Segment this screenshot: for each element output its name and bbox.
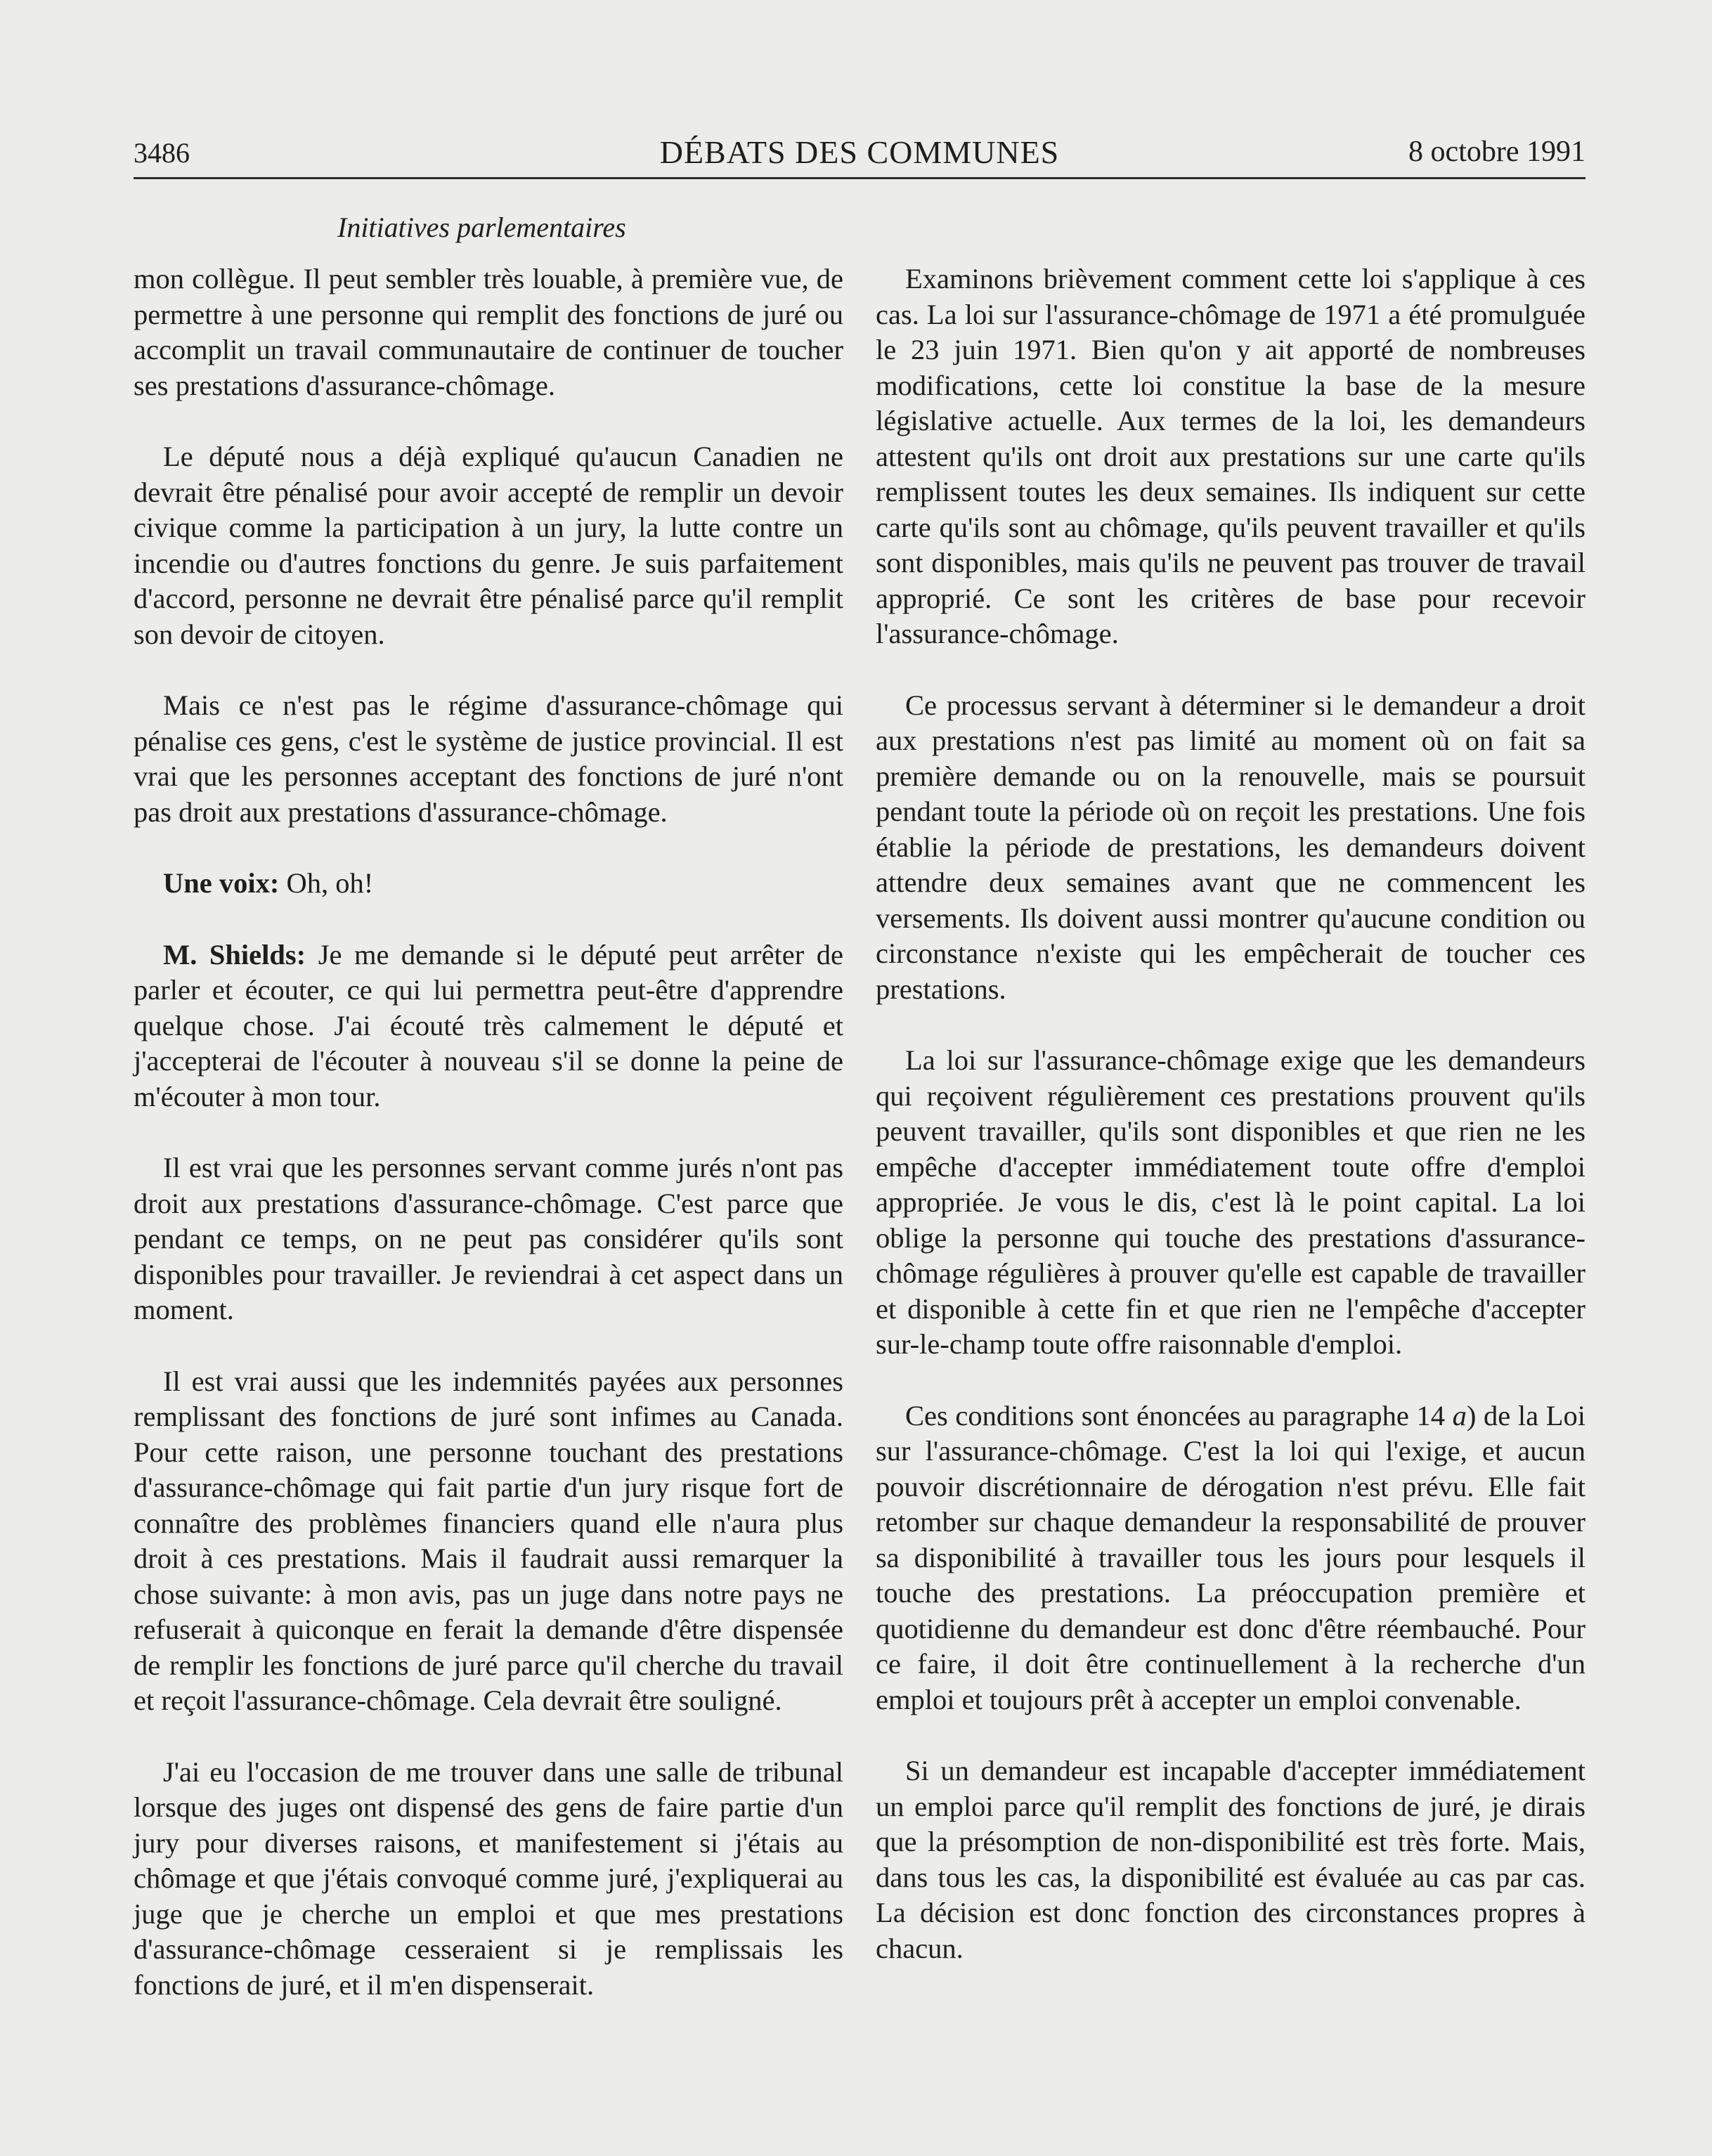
speaker-name: M. Shields: — [163, 938, 306, 970]
paragraph: Ce processus servant à déterminer si le demandeur a droit aux prestations n'est pas limité au moment où on fait sa première demande ou on la renouvelle, mais se poursuit pendant toute la période où on reçoit les prestations. Une fois établie la période de prestations, les demandeurs doivent attendre deux semaines avant que ne commencent les versements. Ils doivent aussi montrer qu'aucune condition ou circonstance n'existe qui les empêcherait de toucher ces prestations. — [876, 689, 1585, 1005]
left-column — [134, 261, 843, 2039]
speech-text: Je me demande si le député peut arrêter de parler et écouter, ce qui lui permettra peut-être d'apprendre quelque chose. J'ai écouté très calmement le député et j'accepterai de l'écouter à nouveau s'il se donne la peine de m'écouter à mon tour. — [134, 938, 843, 1112]
paragraph: J'ai eu l'occasion de me trouver dans une salle de tribunal lorsque des juges ont dispensé des gens de faire partie d'un jury pour diverses raisons, et manifestement si j'étais au chômage et que j'étais convoqué comme juré, j'expliquerai au juge que je cherche un emploi et que mes prestations d'assurance-chômage cesseraient si je remplissais les fonctions de juré, et il m'en dispenserait. — [134, 1755, 843, 2001]
right-column — [876, 261, 1585, 2002]
section-heading: Initiatives parlementaires — [337, 212, 626, 243]
paragraph-text: Ces conditions sont énoncées au paragraphe 14 — [905, 1399, 1453, 1431]
header-date: 8 octobre 1991 — [1408, 136, 1585, 168]
paragraph: Il est vrai aussi que les indemnités payées aux personnes remplissant des fonctions de juré sont infimes au Canada. Pour cette raison, une personne touchant des prestations d'assurance-chômage qui fait partie d'un jury risque fort de connaître des problèmes financiers quand elle n'aura plus droit à ces prestations. Mais il faudrait aussi remarquer la chose suivante: à mon avis, pas un juge dans notre pays ne refuserait à quiconque en ferait la demande d'être dispensée de remplir les fonctions de juré parce qu'il cherche du travail et reçoit l'assurance-chômage. Cela devrait être souligné. — [134, 1365, 843, 1716]
paragraph: Mais ce n'est pas le régime d'assurance-chômage qui pénalise ces gens, c'est le système de justice provincial. Il est vrai que les personnes acceptant des fonctions de juré n'ont pas droit aux prestations d'assurance-chômage. — [134, 689, 843, 828]
speech-text: Oh, oh! — [279, 867, 374, 899]
paragraph: Examinons brièvement comment cette loi s'applique à ces cas. La loi sur l'assurance-chômage de 1971 a été promulguée le 23 juin 1971. Bien qu'on y ait apporté de nombreuses modifications, cette loi constitue la base de la mesure législative actuelle. Aux termes de la loi, les demandeurs attestent qu'ils ont droit aux prestations sur une carte qu'ils remplissent toutes les deux semaines. Ils indiquent sur cette carte qu'ils sont au chômage, qu'ils peuvent travailler et qu'ils sont disponibles, mais qu'ils ne peuvent pas trouver de travail approprié. Ce sont les critères de base pour recevoir l'assurance-chômage. — [876, 263, 1585, 649]
paragraph: Si un demandeur est incapable d'accepter immédiatement un emploi parce qu'il remplit des fonctions de juré, je dirais que la présomption de non-disponibilité est très forte. Mais, dans tous les cas, la disponibilité est évaluée au cas par cas. La décision est donc fonction des circonstances propres à chacun. — [876, 1755, 1585, 1964]
interjection-paragraph — [134, 866, 843, 902]
paragraph: Le député nous a déjà expliqué qu'aucun Canadien ne devrait être pénalisé pour avoir accepté de remplir un devoir civique comme la participation à un jury, la lutte contre un incendie ou d'autres fonctions du genre. Je suis parfaitement d'accord, personne ne devrait être pénalisé parce qu'il remplit son devoir de citoyen. — [134, 441, 843, 650]
subsection-letter: a — [1452, 1399, 1467, 1431]
paragraph: mon collègue. Il peut sembler très louable, à première vue, de permettre à une personne qui remplit des fonctions de juré ou accomplit un travail communautaire de continuer de toucher ses prestations d'assurance-chômage. — [134, 263, 843, 401]
page-number: 3486 — [134, 137, 190, 169]
speaker-name: Une voix: — [163, 867, 280, 899]
speech-paragraph — [134, 937, 843, 1115]
paragraph: La loi sur l'assurance-chômage exige que les demandeurs qui reçoivent régulièrement ces prestations prouvent qu'ils peuvent travailler, qu'ils sont disponibles et que rien ne les empêche d'accepter immédiatement toute offre d'emploi appropriée. Je vous le dis, c'est là le point capital. La loi oblige la personne qui touche des prestations d'assurance-chômage régulières à prouver qu'elle est capable de travailler et disponible à cette fin et que rien ne l'empêche d'accepter sur-le-champ toute offre raisonnable d'emploi. — [876, 1044, 1585, 1360]
journal-title: DÉBATS DES COMMUNES — [659, 134, 1060, 170]
paragraph-text: ) de la Loi sur l'assurance-chômage. C'est la loi qui l'exige, et aucun pouvoir discrétionnaire de dérogation n'est prévu. Elle fait retomber sur chaque demandeur la responsabilité de prouver sa disponibilité à travailler tous les jours pour lesquels il touche des prestations. La préoccupation première et quotidienne du demandeur est donc d'être réembauché. Pour ce faire, il doit être continuellement à la recherche d'un emploi et toujours prêt à accepter un emploi convenable. — [876, 1399, 1586, 1715]
paragraph — [876, 1398, 1585, 1718]
running-header — [134, 132, 1585, 179]
paragraph: Il est vrai que les personnes servant comme jurés n'ont pas droit aux prestations d'assurance-chômage. C'est parce que pendant ce temps, on ne peut pas considérer qu'ils sont disponibles pour travailler. Je reviendrai à cet aspect dans un moment. — [134, 1152, 843, 1325]
